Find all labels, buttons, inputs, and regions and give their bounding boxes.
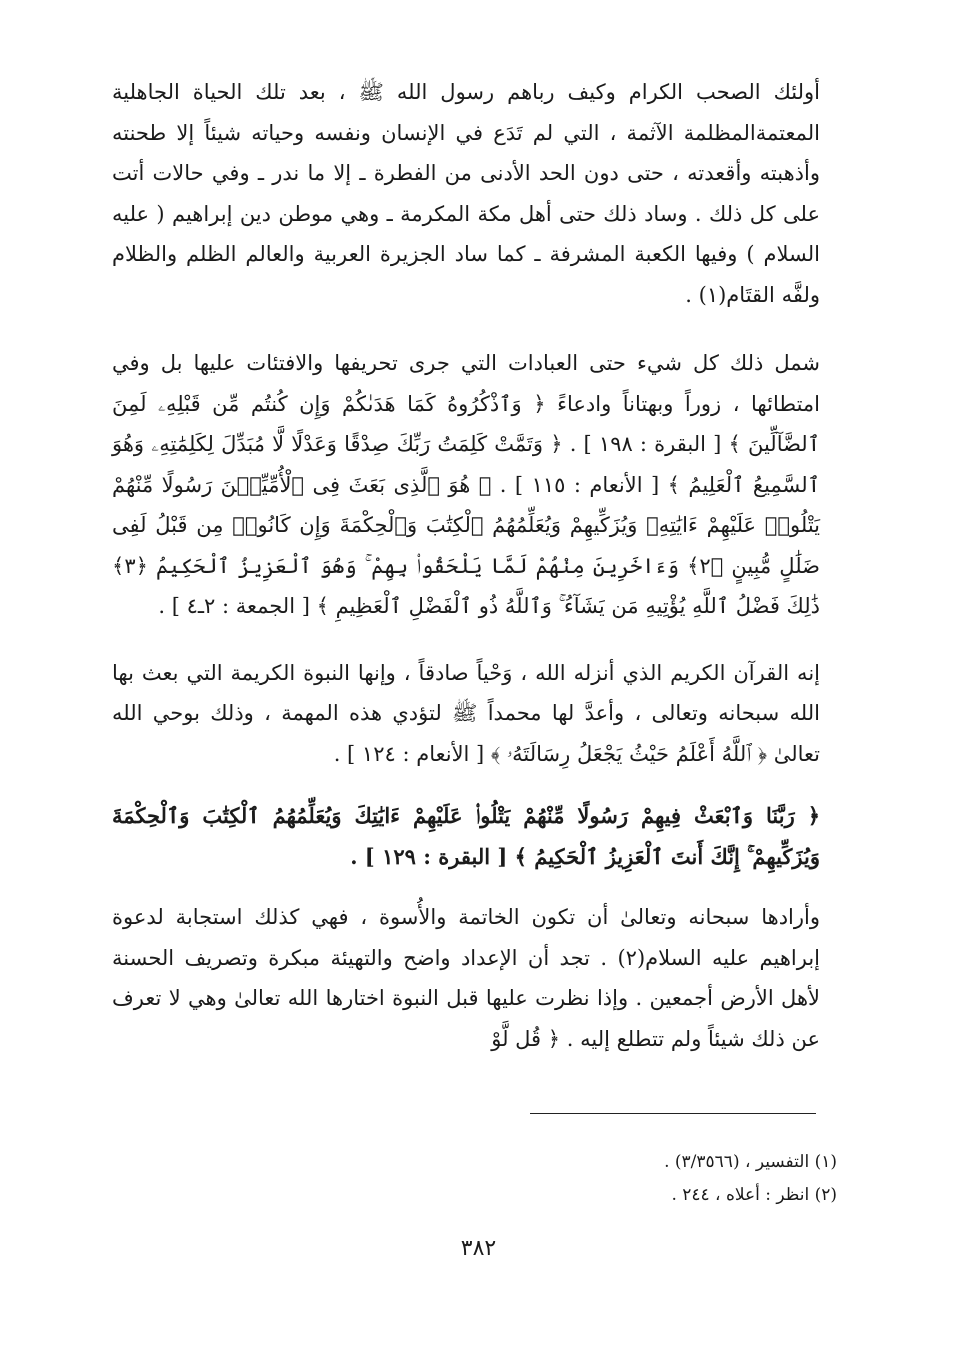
paragraph: إنه القرآن الكريم الذي أنزله الله ، وَحْياً صادقاً ، وإنها النبوة الكريمة التي بعث بها الله سبحانه وتعالى ، وأعدَّ لها محمداً ﷺ لتؤدي هذه المهمة ، وذلك بوحي الله تعالىٰ ﴿ ٱللَّهُ أَعْلَمُ حَيْثُ يَجْعَلُ رِسَالَتَهُۥ ﴾ [ الأنعام : ١٢٤ ] . (112, 660, 821, 766)
paragraph: أولئك الصحب الكرام وكيف رباهم رسول الله ﷺ ، بعد تلك الحياة الجاهلية المعتمةالمظلمة الآثمة ، التي لم تَدَع في الإنسان ونفسه وحياته شيئاً إلا طحنته وأذهبته وأقعدته ، حتى دون الحد الأدنى من الفطرة ـ إلا ما ندر ـ وفي حالات أتت على كل ذلك . وساد ذلك حتى أهل مكة المكرمة ـ وهي موطن دين إبراهيم ( عليه السلام ) وفيها الكعبة المشرفة ـ كما ساد الجزيرة العربية والعالم الظلم والظلام ولفَّه القتَام(١) . (112, 80, 820, 307)
quran-verse-block: ﴿ رَبَّنَا وَٱبْعَثْ فِيهِمْ رَسُولًا مِّنْهُمْ يَتْلُوا۟ عَلَيْهِمْ ءَايَٰتِكَ وَيُعَلِّمُهُمُ ٱلْكِتَٰبَ وَٱلْحِكْمَةَ وَيُزَكِّيهِمْ ۚ إِنَّكَ أَنتَ ٱلْعَزِيزُ ٱلْحَكِيمُ ﴾ [ البقرة : ١٢٩ ] . (112, 803, 820, 869)
main-text (112, 72, 820, 1059)
paragraph: وأرادها سبحانه وتعالىٰ أن تكون الخاتمة والأُسوة ، فهي كذلك استجابة لدعوة إبراهيم عليه السلام(٢) . تجد أن الإعداد واضح والتهيئة مبكرة وتصريف الحسنة لأهل الأرض أجمعين . وإذا نظرت عليها قبل النبوة اختارها الله تعالىٰ وهي لا تعرف عن ذلك شيئاً ولم تتطلع إليه . ﴿ قُل لَّوْ (112, 905, 820, 1051)
paragraph: شمل ذلك كل شيء حتى العبادات التي جرى تحريفها والافتئات عليها بل وفي امتطائها ، زوراً وبهتاناً وادعاءً ﴿ وَٱذْكُرُوهُ كَمَا هَدَىٰكُمْ وَإِن كُنتُم مِّن قَبْلِهِۦ لَمِنَ ٱلضَّآلِّينَ ﴾ [ البقرة : ١٩٨ ] . ﴿ وَتَمَّتْ كَلِمَتُ رَبِّكَ صِدْقًا وَعَدْلًا لَّا مُبَدِّلَ لِكَلِمَٰتِهِۦ وَهُوَ ٱلسَّمِيعُ ٱلْعَلِيمُ ﴾ [ الأنعام : ١١٥ ] . ﴿ هُوَ ٱلَّذِى بَعَثَ فِى ٱلْأُمِّيِّـۧنَ رَسُولًا مِّنْهُمْ يَتْلُوا۟ عَلَيْهِمْ ءَايَٰتِهِۦ وَيُزَكِّيهِمْ وَيُعَلِّمُهُمُ ٱلْكِتَٰبَ وَٱلْحِكْمَةَ وَإِن كَانُوا۟ مِن قَبْلُ لَفِى ضَلَٰلٍ مُّبِينٍ ﴿٢﴾ وَءَاخَرِينَ مِنْهُمْ لَمَّا يَلْحَقُوا۟ بِهِمْ ۚ وَهُوَ ٱلْعَزِيزُ ٱلْحَكِيمُ ﴿٣﴾ ذَٰلِكَ فَضْلُ ٱللَّهِ يُؤْتِيهِ مَن يَشَآءُ ۚ وَٱللَّهُ ذُو ٱلْفَضْلِ ٱلْعَظِيمِ ﴾ [ الجمعة : ٢ـ٤ ] . (112, 351, 821, 618)
footnote: (٢) انظر : أعلاه ، ٢٤٤ . (671, 1185, 837, 1205)
footnote: (١) التفسير ، (٣/٣٥٦٦) . (664, 1152, 837, 1172)
footnote-divider (530, 1113, 816, 1114)
page-number: ٣٨٢ (460, 1236, 497, 1261)
